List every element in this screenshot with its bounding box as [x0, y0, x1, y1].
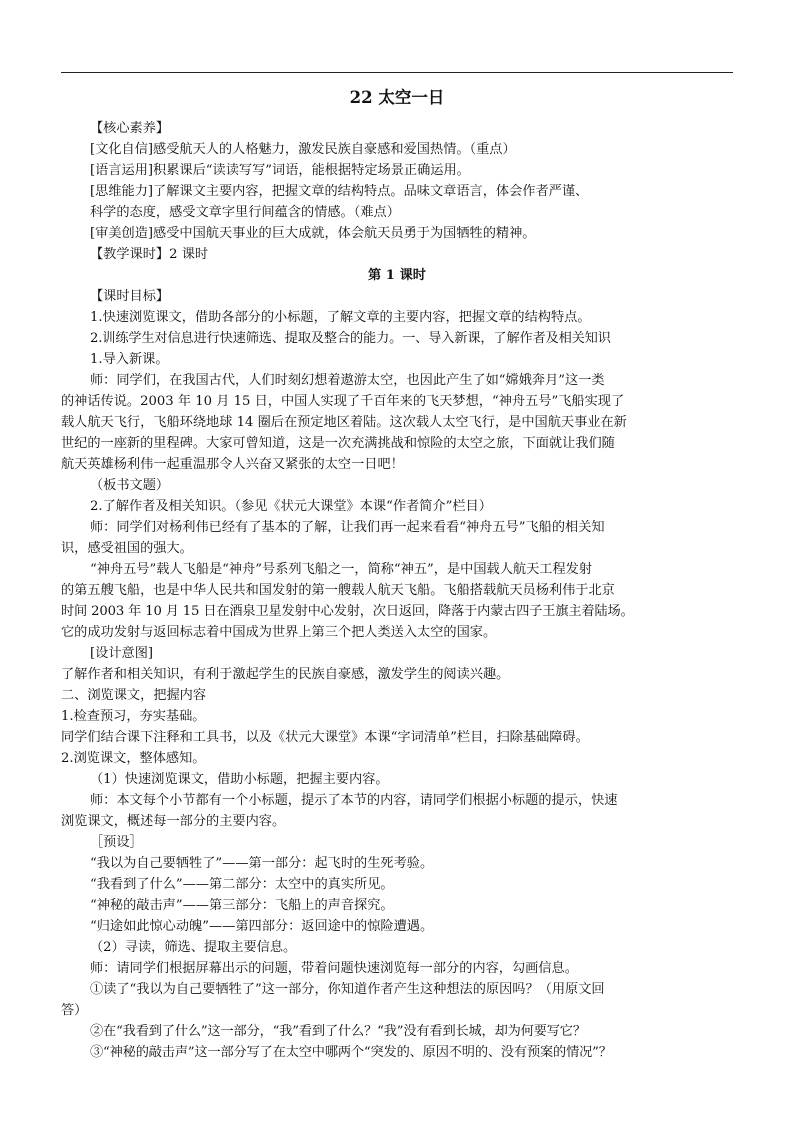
paragraph-line: “神舟五号”载人飞船是“神舟”号系列飞船之一，简称“神五”，是中国载人航天工程发射	[90, 562, 593, 577]
question-1-cont: 答）	[61, 1003, 88, 1018]
preset-item: “我以为自己要牺牲了”——第一部分：起飞时的生死考验。	[90, 856, 434, 871]
step-intro: 1.导入新课。	[90, 352, 169, 367]
paragraph-line: 师：请同学们根据屏幕出示的问题，带着问题快速浏览每一部分的内容，勾画信息。	[90, 961, 578, 976]
goal-1: 1.快速浏览课文，借助各部分的小标题，了解文章的主要内容，把握文章的结构特点。	[90, 310, 591, 325]
literacy-thinking: [思维能力]了解课文主要内容，把握文章的结构特点。品味文章语言，体会作者严谨、	[90, 184, 589, 199]
paragraph-line: 的神话传说。2003 年 10 月 15 日，中国人实现了千百年来的飞天梦想，“神舟五号”飞船实现了	[61, 394, 625, 409]
paragraph-line: 航天英雄杨利伟一起重温那令人兴奋又紧张的太空一日吧！	[61, 457, 404, 472]
paragraph-line: 师：同学们对杨利伟已经有了基本的了解，让我们再一起来看看“神舟五号”飞船的相关知	[90, 520, 605, 535]
subtask-2: （2）寻读，筛选、提取主要信息。	[90, 940, 297, 955]
core-literacy-label: 【核心素养】	[90, 121, 170, 136]
paragraph-line: 载人航天飞行，飞船环绕地球 14 圈后在预定地区着陆。这次载人太空飞行，是中国航天事业在新	[61, 415, 627, 430]
step-preview: 1.检查预习，夯实基础。	[61, 709, 206, 724]
subtask-1: （1）快速浏览课文，借助小标题，把握主要内容。	[90, 772, 389, 787]
literacy-culture: [文化自信]感受航天人的人格魅力，激发民族自豪感和爱国热情。（重点）	[90, 142, 516, 157]
question-2: ②在“我看到了什么”这一部分，“我”看到了什么？“我”没有看到长城，却为何要写它？	[90, 1024, 586, 1039]
paragraph-line: 同学们结合课下注释和工具书，以及《状元大课堂》本课“字词清单”栏目，扫除基础障碍。	[61, 730, 589, 745]
paragraph-line: 浏览课文，概述每一部分的主要内容。	[61, 814, 286, 829]
literacy-thinking-cont: 科学的态度，感受文章字里行间蕴含的情感。（难点）	[90, 205, 400, 220]
preset-item: “我看到了什么”——第二部分：太空中的真实所见。	[90, 877, 394, 892]
teaching-hours: 【教学课时】2 课时	[90, 247, 209, 262]
paragraph-line: 的第五艘飞船，也是中华人民共和国发射的第一艘载人航天飞船。飞船搭载航天员杨利伟于北京	[61, 583, 615, 598]
preset-label: ［预设］	[90, 835, 143, 850]
question-3: ③“神秘的敲击声”这一部分写了在太空中哪两个“突发的、原因不明的、没有预案的情况”？	[90, 1045, 612, 1060]
lesson-title: 22 太空一日	[349, 88, 445, 107]
preset-item: “归途如此惊心动魄”——第四部分：返回途中的惊险遭遇。	[90, 919, 434, 934]
literacy-aesthetics: [审美创造]感受中国航天事业的巨大成就，体会航天员勇于为国牺牲的精神。	[90, 226, 536, 241]
paragraph-line: 师：同学们，在我国古代，人们时刻幻想着遨游太空，也因此产生了如“嫦娥奔月”这一类	[90, 373, 605, 388]
literacy-language: [语言运用]积累课后“读读写写”词语，能根据特定场景正确运用。	[90, 163, 470, 178]
design-intent-label: [设计意图]	[90, 646, 154, 661]
paragraph-line: 世纪的一座新的里程碑。大家可曾知道，这是一次充满挑战和惊险的太空之旅，下面就让我们随	[61, 436, 615, 451]
board-note: （板书文题）	[90, 478, 170, 493]
session-goals-label: 【课时目标】	[90, 289, 170, 304]
paragraph-line: 师：本文每个小节都有一个小标题，提示了本节的内容，请同学们根据小标题的提示，快速	[90, 793, 618, 808]
goal-2: 2.训练学生对信息进行快速筛选、提取及整合的能力。一、导入新课，了解作者及相关知识	[90, 331, 611, 346]
session-title: 第 1 课时	[368, 268, 426, 283]
step-browse: 2.浏览课文，整体感知。	[61, 751, 206, 766]
paragraph-line: 识，感受祖国的强大。	[61, 541, 193, 556]
paragraph-line: 了解作者和相关知识，有利于激起学生的民族自豪感，激发学生的阅读兴趣。	[61, 667, 510, 682]
header-rule	[61, 72, 733, 73]
paragraph-line: 时间 2003 年 10 月 15 日在酒泉卫星发射中心发射，次日返回，降落于内蒙古四子王旗主着陆场。	[61, 604, 634, 619]
paragraph-line: 它的成功发射与返回标志着中国成为世界上第三个把人类送入太空的国家。	[61, 625, 497, 640]
section-heading: 二、浏览课文，把握内容	[61, 688, 207, 703]
preset-item: “神秘的敲击声”——第三部分：飞船上的声音探究。	[90, 898, 394, 913]
step-author: 2.了解作者及相关知识。（参见《状元大课堂》本课“作者简介”栏目）	[90, 499, 492, 514]
document-content	[0, 86, 794, 1063]
question-1: ①读了“我以为自己要牺牲了”这一部分，你知道作者产生这种想法的原因吗？（用原文回	[90, 982, 605, 997]
